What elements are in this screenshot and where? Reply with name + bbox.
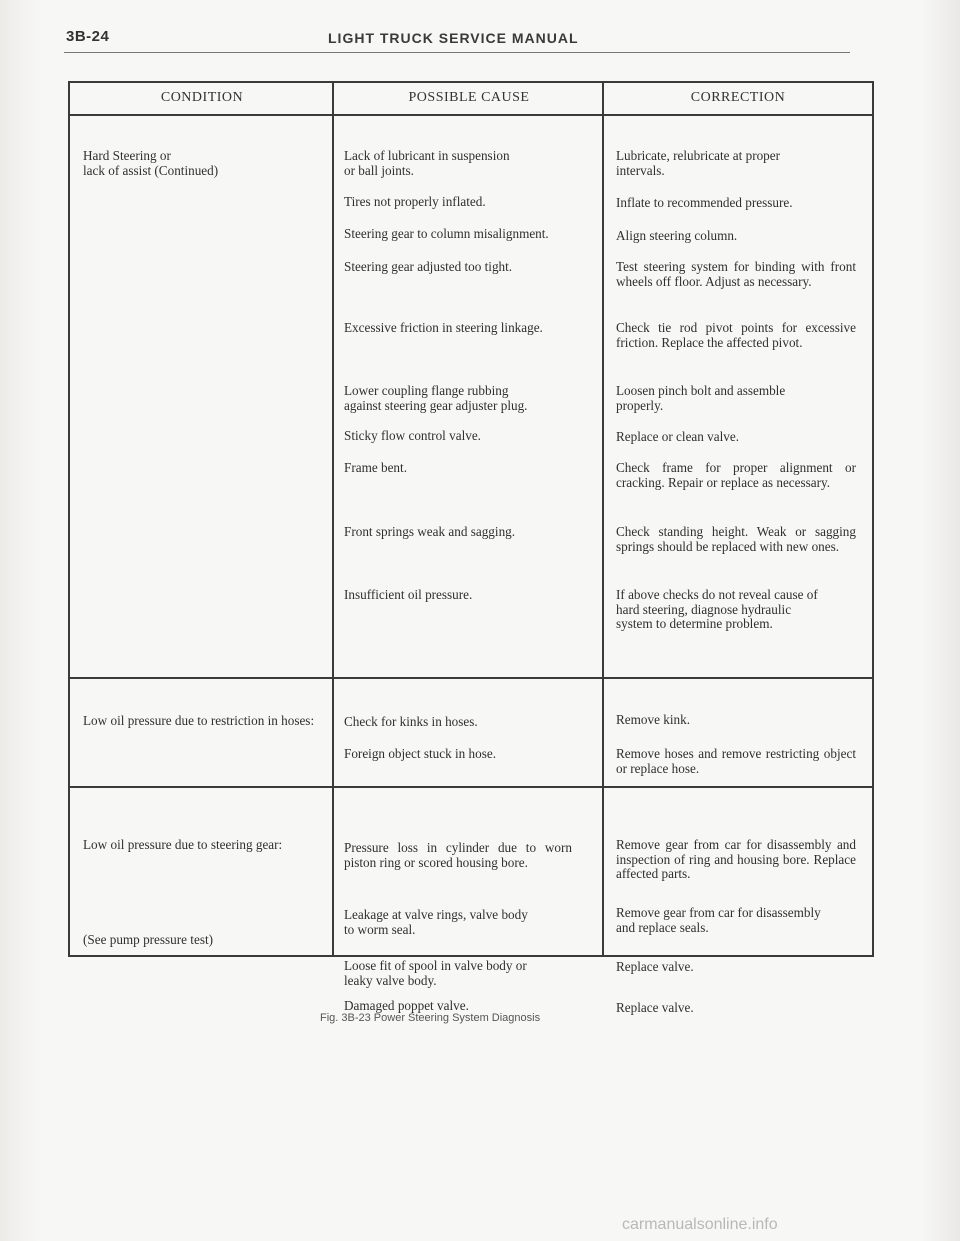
correction-cell: Align steering column.	[616, 228, 738, 243]
cause-cell: Damaged poppet valve.	[344, 998, 469, 1013]
column-header-possible-cause: POSSIBLE CAUSE	[408, 90, 530, 105]
correction-cell: Replace valve.	[616, 959, 694, 974]
column-header-condition: CONDITION	[160, 90, 244, 105]
correction-cell: Replace valve.	[616, 1000, 694, 1015]
correction-cell: Check standing height. Weak or sagging springs should be replaced with new ones.	[616, 524, 856, 554]
header-rule	[64, 52, 850, 53]
figure-caption: Fig. 3B-23 Power Steering System Diagnosis	[320, 1012, 541, 1024]
cause-cell: Front springs weak and sagging.	[344, 524, 516, 539]
cause-cell: Excessive friction in steering linkage.	[344, 320, 543, 335]
cause-cell: Leakage at valve rings, valve body to worm seal.	[344, 907, 528, 937]
column-divider	[332, 83, 334, 955]
cause-cell: Steering gear adjusted too tight.	[344, 259, 513, 274]
correction-cell: Remove kink.	[616, 712, 690, 727]
group-divider	[70, 677, 872, 679]
page-number: 3B-24	[66, 28, 110, 45]
correction-cell: If above checks do not reveal cause of hard steering, diagnose hydraulic system to determine problem.	[616, 587, 818, 631]
diagnosis-table	[68, 81, 874, 1015]
correction-cell: Inflate to recommended pressure.	[616, 195, 793, 210]
condition-note: (See pump pressure test)	[83, 932, 214, 947]
header-divider	[70, 114, 872, 116]
cause-cell: Lack of lubricant in suspension or ball joints.	[344, 148, 510, 178]
manual-title: LIGHT TRUCK SERVICE MANUAL	[328, 30, 579, 46]
column-header-correction: CORRECTION	[690, 90, 786, 105]
cause-cell: Insufficient oil pressure.	[344, 587, 473, 602]
condition-hard-steering: Hard Steering or lack of assist (Continued)	[83, 148, 219, 178]
cause-cell: Check for kinks in hoses.	[344, 714, 478, 729]
correction-cell: Remove gear from car for disassembly and inspection of ring and housing bore. Replace affected parts.	[616, 837, 856, 881]
cause-cell: Sticky flow control valve.	[344, 428, 481, 443]
correction-cell: Test steering system for binding with front wheels off floor. Adjust as necessary.	[616, 259, 856, 289]
cause-cell: Lower coupling flange rubbing against steering gear adjuster plug.	[344, 383, 528, 413]
correction-cell: Loosen pinch bolt and assemble properly.	[616, 383, 786, 413]
correction-cell: Remove hoses and remove restricting object or replace hose.	[616, 746, 856, 776]
correction-cell: Remove gear from car for disassembly and replace seals.	[616, 905, 821, 935]
cause-cell: Foreign object stuck in hose.	[344, 746, 496, 761]
correction-cell: Lubricate, relubricate at proper intervals.	[616, 148, 781, 178]
cause-cell: Tires not properly inflated.	[344, 194, 486, 209]
correction-cell: Check tie rod pivot points for excessive friction. Replace the affected pivot.	[616, 320, 856, 350]
cause-cell: Frame bent.	[344, 460, 407, 475]
cause-cell: Steering gear to column misalignment.	[344, 226, 549, 241]
watermark: carmanualsonline.info	[622, 1216, 778, 1233]
condition-restriction-in-hoses: Low oil pressure due to restriction in hoses:	[83, 713, 315, 728]
column-divider	[602, 83, 604, 955]
group-divider	[70, 786, 872, 788]
correction-cell: Replace or clean valve.	[616, 429, 740, 444]
cause-cell: Pressure loss in cylinder due to worn piston ring or scored housing bore.	[344, 840, 572, 870]
cause-cell: Loose fit of spool in valve body or leaky valve body.	[344, 958, 527, 988]
condition-steering-gear: Low oil pressure due to steering gear:	[83, 837, 283, 852]
correction-cell: Check frame for proper alignment or cracking. Repair or replace as necessary.	[616, 460, 856, 490]
